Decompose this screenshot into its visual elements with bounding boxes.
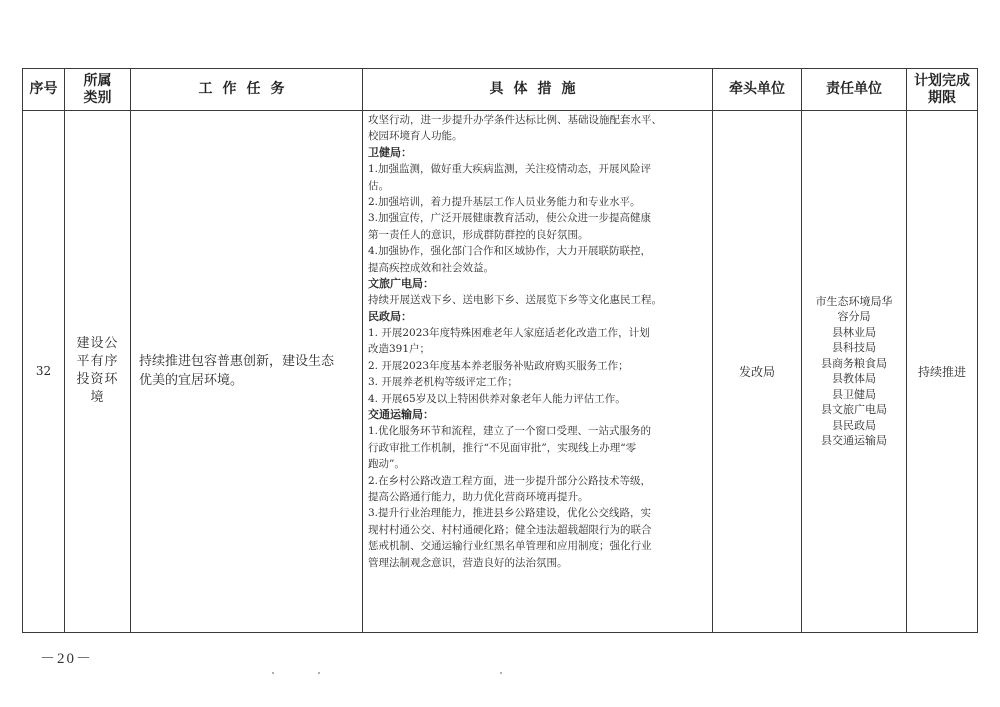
measure-line: 持续开展送戏下乡、送电影下乡、送展览下乡等文化惠民工程。 xyxy=(368,294,662,307)
header-responsible: 责任单位 xyxy=(826,81,882,97)
responsible-unit: 县交通运输局 xyxy=(821,434,887,447)
scan-speck xyxy=(500,672,502,674)
header-category xyxy=(65,69,130,110)
responsible-unit: 县文旅广电局 xyxy=(821,403,887,416)
measure-line: 估。 xyxy=(368,179,389,192)
header-deadline-line: 期限 xyxy=(928,89,956,106)
measure-line: 第一责任人的意识，形成群防群控的良好氛围。 xyxy=(368,228,589,241)
responsible-unit: 市生态环境局华 xyxy=(815,294,893,308)
measure-line: 2.在乡村公路改造工程方面，进一步提升部分公路技术等级， xyxy=(368,474,652,487)
measure-line: 4. 开展65岁及以上特困供养对象老年人能力评估工作。 xyxy=(368,392,626,405)
responsible-unit: 县林业局 xyxy=(832,325,876,339)
measure-line: 1.优化服务环节和流程，建立了一个窗口受理、一站式服务的 xyxy=(368,425,652,438)
category-line: 境 xyxy=(90,390,105,405)
measure-line: 2.加强培训，着力提升基层工作人员业务能力和专业水平。 xyxy=(368,195,641,208)
row-measures xyxy=(368,112,708,571)
row-responsible xyxy=(802,111,906,631)
table-border-right xyxy=(977,68,978,633)
measure-line: 3.加强宣传，广泛开展健康教育活动，使公众进一步提高健康 xyxy=(368,212,652,225)
measure-line: 校园环境育人功能。 xyxy=(368,130,463,143)
row-task xyxy=(131,111,362,631)
row-deadline: 持续推进 xyxy=(917,364,966,379)
measure-line: 行政审批工作机制，推行“不见面审批”，实现线上办理“零 xyxy=(368,441,637,454)
header-deadline-line: 计划完成 xyxy=(914,72,970,89)
measure-section-heading: 交通运输局： xyxy=(368,408,434,422)
measure-line: 3.提升行业治理能力，推进县乡公路建设，优化公交线路，实 xyxy=(368,507,652,520)
responsible-unit: 县科技局 xyxy=(832,341,876,354)
measure-line: 提高疾控成效和社会效益。 xyxy=(368,261,494,274)
responsible-unit: 县卫健局 xyxy=(832,387,876,401)
measure-line: 攻坚行动，进一步提升办学条件达标比例、基础设施配套水平、 xyxy=(368,114,662,126)
header-seq: 序号 xyxy=(29,81,58,97)
measure-line: 1.加强监测，做好重大疾病监测，关注疫情动态，开展风险评 xyxy=(368,163,652,176)
responsible-unit: 县教体局 xyxy=(832,372,876,385)
measure-section-heading: 文旅广电局： xyxy=(368,276,434,290)
measure-section-heading: 卫健局： xyxy=(368,145,412,159)
measure-line: 3. 开展养老机构等级评定工作； xyxy=(368,376,518,389)
task-line: 持续推进包容普惠创新，建设生态 xyxy=(139,354,335,369)
measure-line: 惩戒机制、交通运输行业红黑名单管理和应用制度；强化行业 xyxy=(368,540,652,553)
task-line: 优美的宜居环境。 xyxy=(139,373,244,388)
measure-line: 跑动”。 xyxy=(368,458,405,471)
scan-speck xyxy=(318,672,320,674)
row-seq: 32 xyxy=(35,364,52,378)
responsible-unit: 容分局 xyxy=(837,310,871,323)
column-divider xyxy=(362,68,363,633)
measure-section-heading: 民政局： xyxy=(368,309,412,323)
header-deadline xyxy=(907,69,977,110)
header-measures: 具体措施 xyxy=(489,81,586,97)
row-lead: 发改局 xyxy=(738,364,775,379)
responsible-unit: 县民政局 xyxy=(832,418,876,432)
measure-line: 4.加强协作，强化部门合作和区域协作，大力开展联防联控， xyxy=(368,245,652,258)
measure-line: 2. 开展2023年度基本养老服务补贴政府购买服务工作； xyxy=(368,359,629,372)
table-border-bottom xyxy=(22,632,978,633)
header-category-line: 类别 xyxy=(83,89,112,106)
measure-line: 提高公路通行能力，助力优化营商环境再提升。 xyxy=(368,490,589,503)
header-category-line: 所属 xyxy=(83,72,112,89)
measure-line: 改造391户； xyxy=(368,343,431,356)
header-task: 工作任务 xyxy=(198,81,295,97)
scan-speck xyxy=(272,672,274,674)
measure-line: 管理法制观念意识，营造良好的法治氛围。 xyxy=(368,556,568,569)
header-lead: 牵头单位 xyxy=(729,81,785,97)
measure-line: 现村村通公交、村村通硬化路；健全违法超载超限行为的联合 xyxy=(368,523,652,536)
measure-line: 1. 开展2023年度特殊困难老年人家庭适老化改造工作，计划 xyxy=(368,327,650,340)
row-category xyxy=(65,111,130,631)
category-line: 平有序 xyxy=(76,354,119,369)
page-number: －20－ xyxy=(40,651,94,667)
category-line: 建设公 xyxy=(76,336,119,351)
category-line: 投资环 xyxy=(76,372,119,387)
responsible-unit: 县商务粮食局 xyxy=(821,356,887,370)
